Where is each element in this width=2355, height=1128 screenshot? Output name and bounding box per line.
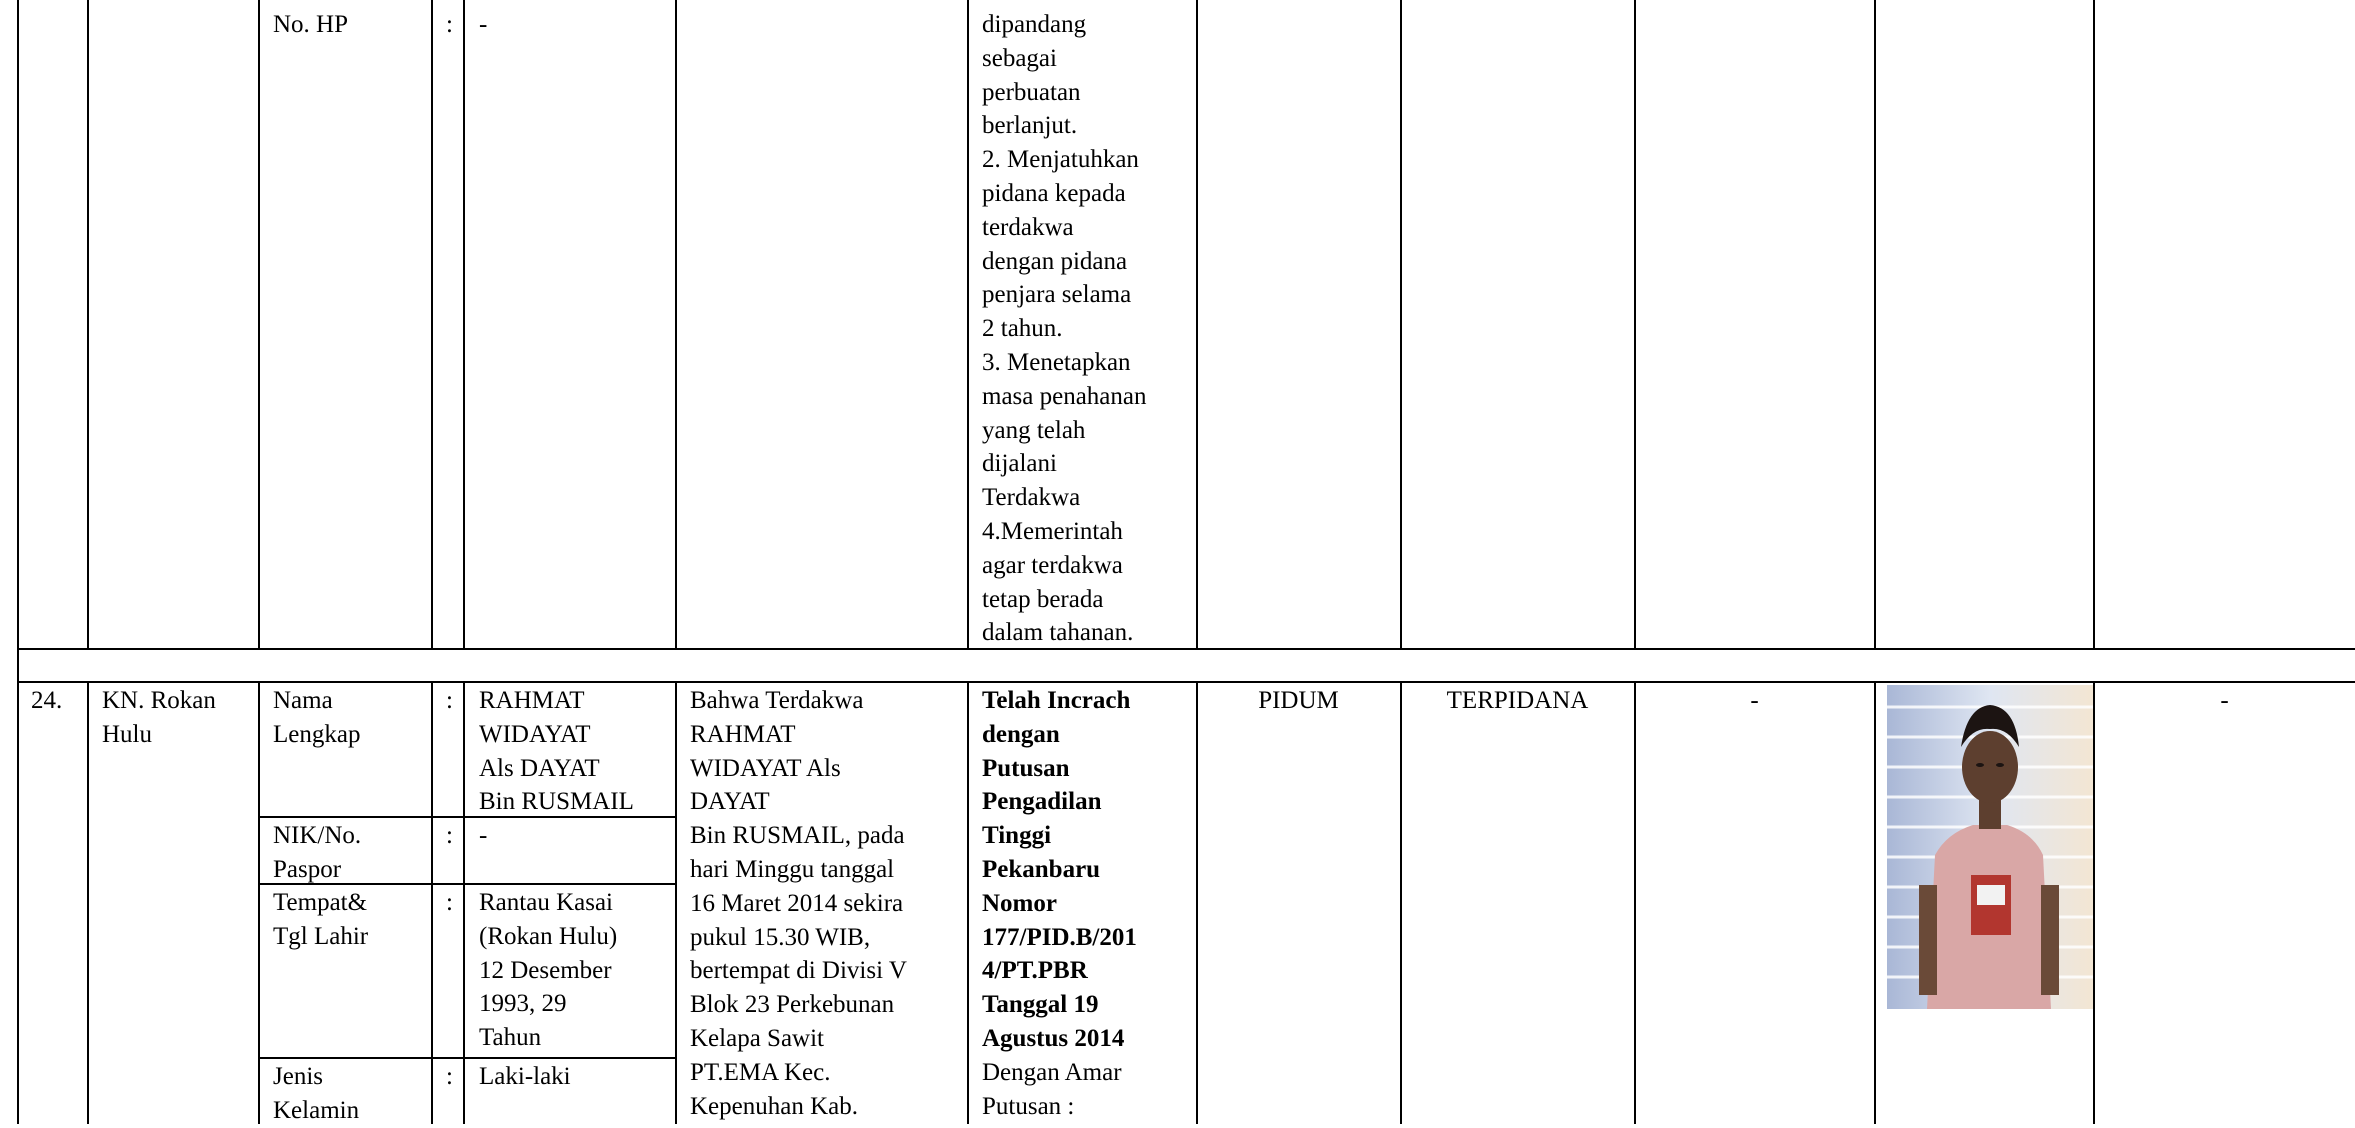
grid-line (1196, 682, 1198, 1124)
bidang: PIDUM (1258, 687, 1339, 714)
field-colon: : (446, 687, 453, 714)
grid-line (1634, 0, 1636, 649)
grid-line (967, 0, 969, 649)
grid-line (17, 681, 2355, 683)
field-value-nik: - (479, 822, 488, 849)
grid-line (87, 682, 89, 1124)
field-label-nik: NIK/No. Paspor (273, 822, 362, 883)
grid-line (1874, 0, 1876, 649)
person-photo (1887, 685, 2093, 1009)
field-value-no-hp: - (479, 11, 488, 38)
person-photo-image (1887, 685, 2093, 1009)
kejaksaan-name: KN. Rokan Hulu (102, 687, 216, 748)
grid-line (675, 0, 677, 649)
grid-line (675, 682, 677, 1124)
field-colon: : (446, 889, 453, 916)
keterangan-dash: - (1750, 687, 1759, 714)
field-label-nama: Nama Lengkap (273, 687, 361, 748)
field-colon: : (446, 1063, 453, 1090)
grid-line (1400, 682, 1402, 1124)
grid-line (431, 0, 433, 649)
status: TERPIDANA (1446, 687, 1589, 714)
field-value-jenis-kelamin: Laki-laki (479, 1063, 571, 1090)
grid-line (2093, 682, 2095, 1124)
kasus-posisi: Bahwa Terdakwa RAHMAT WIDAYAT Als DAYAT Bin RUSMAIL, pada hari Minggu tanggal 16 Maret 2014 sekira pukul 15.30 WIB, bertempat di Divisi V Blok 23 Perkebunan Kelapa Sawit PT.EMA Kec. Kepenuhan Kab. (690, 687, 907, 1120)
field-label-ttl: Tempat& Tgl Lahir (273, 889, 369, 950)
last-column-dash: - (2220, 687, 2229, 714)
grid-line (17, 0, 19, 1124)
putusan-normal: Dengan Amar Putusan : (982, 1059, 1122, 1120)
field-value-nama: RAHMAT WIDAYAT Als DAYAT Bin RUSMAIL (479, 687, 634, 816)
row-number: 24. (31, 687, 63, 714)
field-colon: : (446, 822, 453, 849)
grid-line (1400, 0, 1402, 649)
grid-line (17, 648, 2355, 650)
grid-line (967, 682, 969, 1124)
grid-line (258, 1057, 675, 1059)
grid-line (258, 0, 260, 649)
grid-line (2093, 0, 2095, 649)
grid-line (1634, 682, 1636, 1124)
grid-line (1874, 682, 1876, 1124)
field-colon: : (446, 11, 453, 38)
grid-line (87, 0, 89, 649)
putusan-bold: Telah Incrach dengan Putusan Pengadilan Tinggi Pekanbaru Nomor 177/PID.B/201 4/PT.PBR Tanggal 19 Agustus 2014 (982, 687, 1137, 1052)
grid-line (1196, 0, 1198, 649)
grid-line (463, 0, 465, 649)
field-label-jenis-kelamin: Jenis Kelamin (273, 1063, 360, 1124)
field-value-ttl: Rantau Kasai (Rokan Hulu) 12 Desember 1993, 29 Tahun (479, 889, 618, 1052)
field-label-no-hp: No. HP (273, 11, 349, 38)
tuntutan-text: dipandang sebagai perbuatan berlanjut. 2. Menjatuhkan pidana kepada terdakwa dengan pidana penjara selama 2 tahun. 3. Menetapkan masa penahanan yang telah dijalani Terdakwa 4.Memerintah agar terdakwa tetap berada dalam tahanan. (982, 11, 1147, 647)
